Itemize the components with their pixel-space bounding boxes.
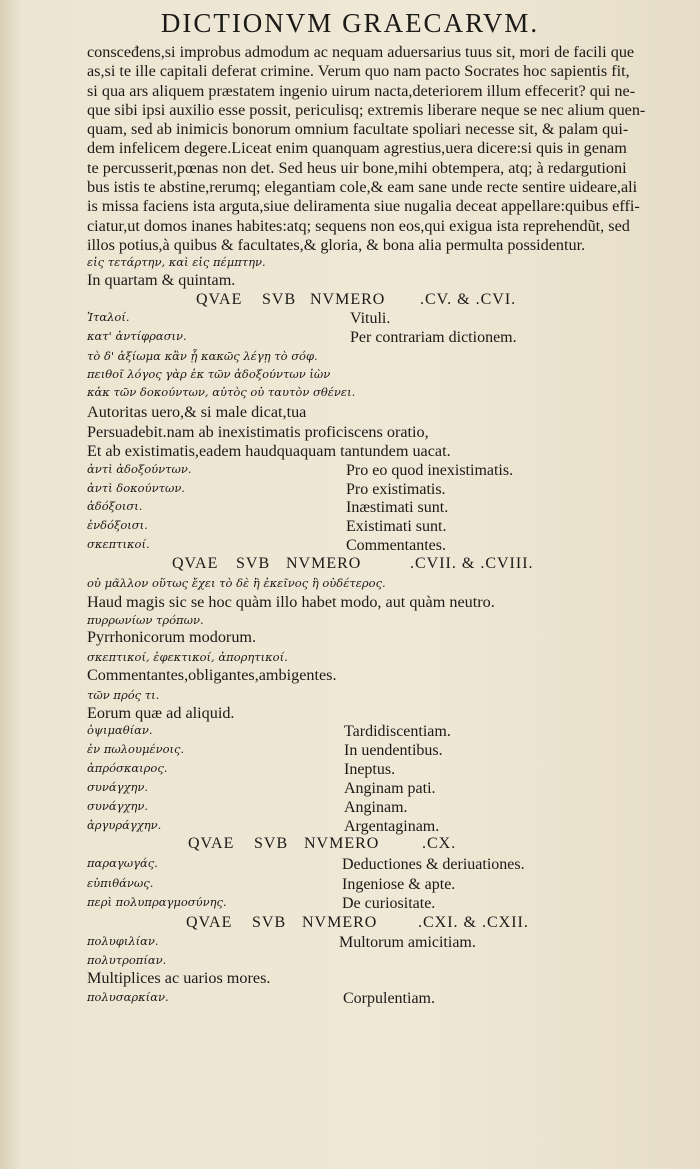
prose-line: quam, sed ab inimicis bonorum omnium facultate spoliari necesse sit, & palam qui- <box>87 120 629 139</box>
prose-paragraph <box>87 43 677 255</box>
section-num: NVMERO <box>310 291 386 308</box>
latin-gloss: In uendentibus. <box>344 742 443 759</box>
entry-row <box>87 462 677 481</box>
entry-row <box>87 990 677 1009</box>
latin-gloss: Deductiones & deriuationes. <box>342 856 525 873</box>
section-label: QVAE <box>188 835 235 852</box>
section-sub: SVB <box>254 835 289 852</box>
greek-line: πυρρωνίων τρόπων. <box>87 613 204 627</box>
prose-line: si qua ars aliquem præstatem ingenio uirum nacta,deteriorem illum effecerit? qui ne- <box>87 81 636 100</box>
entry-row <box>87 723 677 742</box>
greek-term: ἐνδόξοισι. <box>87 518 148 532</box>
latin-line: Multiplices ac uarios mores. <box>87 969 271 987</box>
greek-term: ἀπρόσκαιρος. <box>87 761 168 775</box>
entry-row <box>87 742 677 761</box>
latin-verse: Et ab existimatis,eadem haudquaquam tantundem uacat. <box>87 442 451 460</box>
latin-line: Pyrrhonicorum modorum. <box>87 628 257 646</box>
section-heading <box>0 914 700 934</box>
section-sub: SVB <box>236 555 271 572</box>
prose-line: is missa faciens ista arguta,siue deliramenta siue nugalia deceat appellare:quibus effi- <box>87 197 640 216</box>
greek-term: εὐπιθάνως. <box>87 876 154 890</box>
prose-line: consceđens,si improbus admodum ac nequam aduersarius tuus sit, mori de facili que <box>87 43 635 61</box>
latin-line: Eorum quæ ad aliquid. <box>87 704 235 722</box>
latin-verse: Persuadebit.nam ab inexistimatis proficiscens oratio, <box>87 423 429 441</box>
greek-term: πολυσαρκίαν. <box>87 990 169 1004</box>
greek-term: συνάγχην. <box>87 780 148 794</box>
greek-term: ἐν πωλουμένοις. <box>87 742 185 756</box>
section-value: .CVII. & .CVIII. <box>410 555 534 572</box>
latin-gloss: Multorum amicitiam. <box>339 934 476 951</box>
greek-term: ἀντὶ ἀδοξούντων. <box>87 462 192 476</box>
entry-row <box>87 349 677 368</box>
entry-row <box>87 895 677 914</box>
section-num: NVMERO <box>302 914 378 931</box>
greek-term: περὶ πολυπραγμοσύνης. <box>87 895 227 909</box>
greek-term: ἀργυράγχην. <box>87 818 162 832</box>
entry-row <box>87 499 677 518</box>
greek-term: Ἰταλοί. <box>87 310 130 324</box>
section-value: .CXI. & .CXII. <box>418 914 529 931</box>
entry-row <box>87 310 677 329</box>
latin-gloss: Inæstimati sunt. <box>346 499 449 516</box>
section-heading <box>0 835 700 855</box>
greek-line: εἰς τετάρτην, καὶ εἰς πέμπτην. <box>87 255 266 269</box>
latin-gloss: Vituli. <box>350 310 391 327</box>
greek-term: παραγωγάς. <box>87 856 158 870</box>
greek-line: τῶν πρός τι. <box>87 688 160 702</box>
latin-gloss: Argentaginam. <box>344 818 440 835</box>
entry-row <box>87 780 677 799</box>
greek-term: ὀψιμαθίαν. <box>87 723 153 737</box>
latin-gloss: Tardidiscentiam. <box>344 723 451 740</box>
latin-gloss: Existimati sunt. <box>346 518 447 535</box>
greek-term: πολυτροπίαν. <box>87 953 167 967</box>
prose-line: illos potius,à quibus & facultates,& gloria, & bona alia permulta possidentur. <box>87 235 586 254</box>
latin-gloss: Corpulentiam. <box>343 990 435 1007</box>
latin-gloss: Anginam. <box>344 799 408 816</box>
greek-term: σκεπτικοί. <box>87 537 150 551</box>
greek-term: πολυφιλίαν. <box>87 934 159 948</box>
greek-term: ἀντὶ δοκούντων. <box>87 481 185 495</box>
latin-line: Haud magis sic se hoc quàm illo habet modo, aut quàm neutro. <box>87 593 495 611</box>
running-header: DICTIONVM GRAECARVM. <box>160 8 540 38</box>
latin-line: In quartam & quintam. <box>87 271 236 289</box>
section-heading <box>0 291 700 311</box>
entry-row <box>87 385 677 404</box>
latin-gloss: Pro existimatis. <box>346 481 446 498</box>
latin-gloss: Commentantes. <box>346 537 446 554</box>
latin-verse: Autoritas uero,& si male dicat,tua <box>87 403 307 421</box>
greek-line: οὐ μᾶλλον οὕτως ἔχει τὸ δὲ ἢ ἐκεῖνος ἢ οὐδέτερος. <box>87 576 386 590</box>
section-label: QVAE <box>186 914 233 931</box>
latin-gloss: Per contrariam dictionem. <box>350 329 517 346</box>
section-sub: SVB <box>252 914 287 931</box>
latin-gloss: Anginam pati. <box>344 780 436 797</box>
section-heading <box>0 555 700 575</box>
latin-gloss: Pro eo quod inexistimatis. <box>346 462 514 479</box>
entry-row <box>87 761 677 780</box>
entry-row <box>87 481 677 500</box>
section-num: NVMERO <box>304 835 380 852</box>
prose-line: dem infelicem degere.Liceat enim quanquam agrestius,uera dicere:si quis in genam <box>87 139 627 158</box>
latin-line: Commentantes,obligantes,ambigentes. <box>87 666 337 684</box>
greek-term: ἀδόξοισι. <box>87 499 143 513</box>
greek-verse: τὸ δ' ἀξίωμα κἂν ᾖ κακῶς λέγῃ τὸ σόφ. <box>87 349 318 363</box>
section-sub: SVB <box>262 291 297 308</box>
entry-row <box>87 329 677 348</box>
greek-line: σκεπτικοί, ἐφεκτικοί, ἀπορητικοί. <box>87 650 288 664</box>
entry-row <box>87 934 677 953</box>
prose-line: ciatur,ut domos inanes habites:atq; sequens non eos,qui exigua ista reprehendũt, sed <box>87 216 630 235</box>
greek-term: κατ' ἀντίφρασιν. <box>87 329 187 343</box>
entry-row <box>87 876 677 895</box>
greek-term: συνάγχην. <box>87 799 148 813</box>
latin-gloss: Ingeniose & apte. <box>342 876 456 893</box>
entry-row <box>87 537 677 556</box>
prose-line: bus istis te abstine,rerumq; elegantiam cole,& eam sane unde recte sentire uideare,ali <box>87 178 638 197</box>
prose-line: te percusserit,pœnas non det. Sed heus uir bone,mihi obtempera, atq; à redargutioni <box>87 158 627 177</box>
prose-line: as,si te ille capitali deferat crimine. Verum quo nam pacto Socrates hoc sapientis fit, <box>87 62 630 81</box>
greek-verse: πειθοῖ λόγος γὰρ ἐκ τῶν ἀδοξούντων ἰὼν <box>87 367 331 381</box>
section-label: QVAE <box>196 291 243 308</box>
entry-row <box>87 518 677 537</box>
latin-gloss: Ineptus. <box>344 761 396 778</box>
section-num: NVMERO <box>286 555 362 572</box>
entry-row <box>87 799 677 818</box>
entry-row <box>87 367 677 386</box>
greek-verse: κἀκ τῶν δοκούντων, αὐτὸς οὐ ταυτὸν σθένει. <box>87 385 356 399</box>
prose-line: que sibi ipsi auxilio esse possit, periculisq; extremis liberare neque se nec alium quen- <box>87 100 646 119</box>
section-value: .CV. & .CVI. <box>420 291 517 308</box>
latin-gloss: De curiositate. <box>342 895 436 912</box>
section-label: QVAE <box>172 555 219 572</box>
entry-row <box>87 856 677 875</box>
section-value: .CX. <box>422 835 457 852</box>
